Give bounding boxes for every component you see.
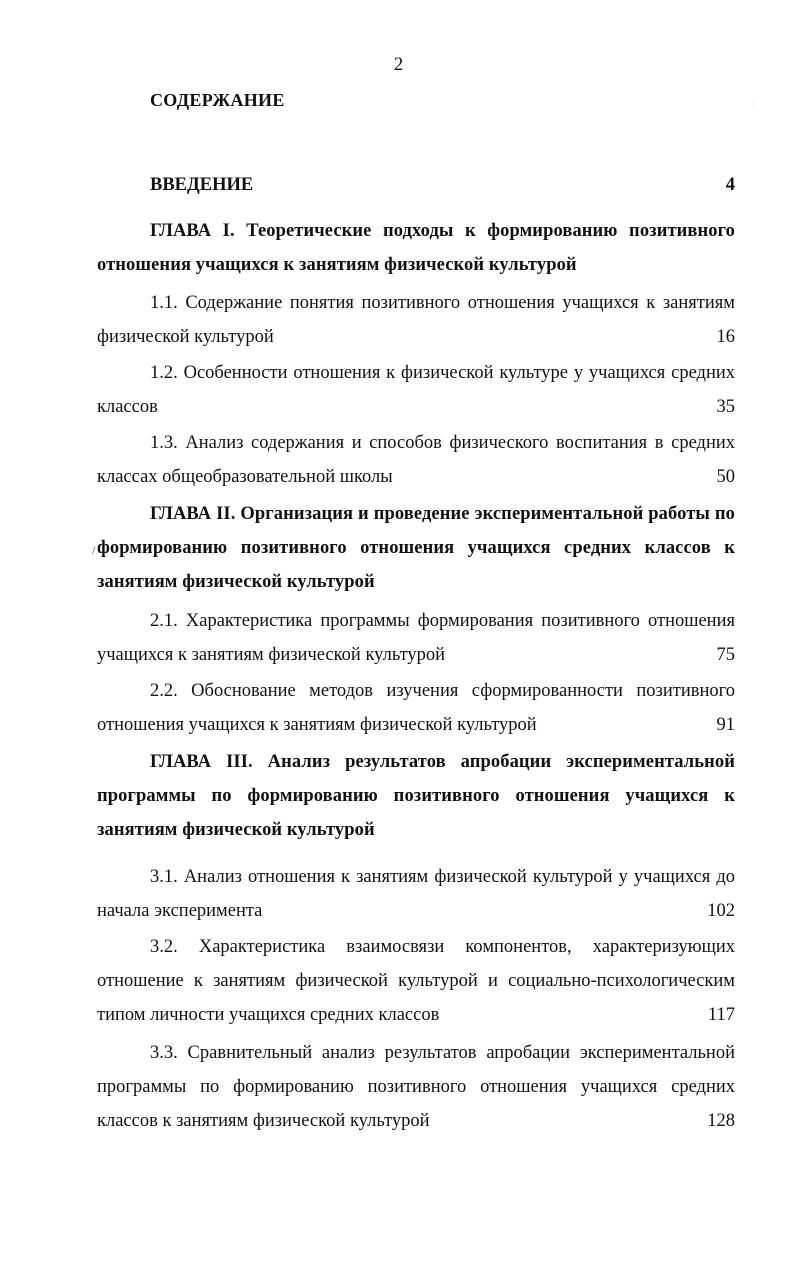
section-page: 16 <box>716 327 735 347</box>
chapter-2-heading: ГЛАВА II. Организация и проведение экспериментальной работы по формированию позитивного отношения учащихся средних классов к занятиям физической культурой <box>97 504 735 592</box>
page-number: 2 <box>393 54 404 75</box>
chapter-3-heading: ГЛАВА III. Анализ результатов апробации экспериментальной программы по формированию позитивного отношения учащихся к занятиям физической культурой <box>97 752 735 840</box>
section-page: 75 <box>716 645 735 665</box>
toc-entry-1-2 <box>97 356 735 424</box>
intro-page: 4 <box>725 175 735 195</box>
toc-entry-3-1 <box>97 860 735 928</box>
section-text: 2.2. Обоснование методов изучения сформированности позитивного отношения учащихся к занятиям физической культурой <box>97 681 735 735</box>
section-page: 117 <box>707 1005 735 1025</box>
section-text: 1.1. Содержание понятия позитивного отношения учащихся к занятиям физической культурой <box>97 293 735 347</box>
toc-entry-2-2 <box>97 674 735 742</box>
scan-artifact-mark: / <box>92 543 96 557</box>
section-text: 1.2. Особенности отношения к физической культуре у учащихся средних классов <box>97 363 735 417</box>
section-text: 1.3. Анализ содержания и способов физического воспитания в средних классах общеобразовательной школы <box>97 433 735 487</box>
toc-entry-3-3 <box>97 1036 735 1138</box>
section-page: 35 <box>716 397 735 417</box>
toc-entry-1-3 <box>97 426 735 494</box>
scan-artifact-dot: · <box>751 100 754 109</box>
toc-entry-2-1 <box>97 604 735 672</box>
section-page: 102 <box>707 901 735 921</box>
toc-entry-intro <box>150 168 735 202</box>
intro-label: ВВЕДЕНИЕ <box>150 175 254 195</box>
toc-entry-3-2 <box>97 930 735 1032</box>
toc-title: СОДЕРЖАНИЕ <box>150 90 285 110</box>
toc-entry-1-1 <box>97 286 735 354</box>
section-page: 128 <box>707 1111 735 1131</box>
section-text: 3.2. Характеристика взаимосвязи компонентов, характеризующих отношение к занятиям физической культурой и социально-психологическим типом личности учащихся средних классов <box>97 937 735 1025</box>
section-text: 3.1. Анализ отношения к занятиям физической культурой у учащихся до начала эксперимента <box>97 867 735 921</box>
section-page: 91 <box>716 715 735 735</box>
chapter-1-heading: ГЛАВА I. Теоретические подходы к формированию позитивного отношения учащихся к занятиям физической культурой <box>97 221 735 275</box>
section-page: 50 <box>716 467 735 487</box>
section-text: 2.1. Характеристика программы формирования позитивного отношения учащихся к занятиям физической культурой <box>97 611 735 665</box>
section-text: 3.3. Сравнительный анализ результатов апробации экспериментальной программы по формированию позитивного отношения учащихся средних классов к занятиям физической культурой <box>97 1043 735 1131</box>
